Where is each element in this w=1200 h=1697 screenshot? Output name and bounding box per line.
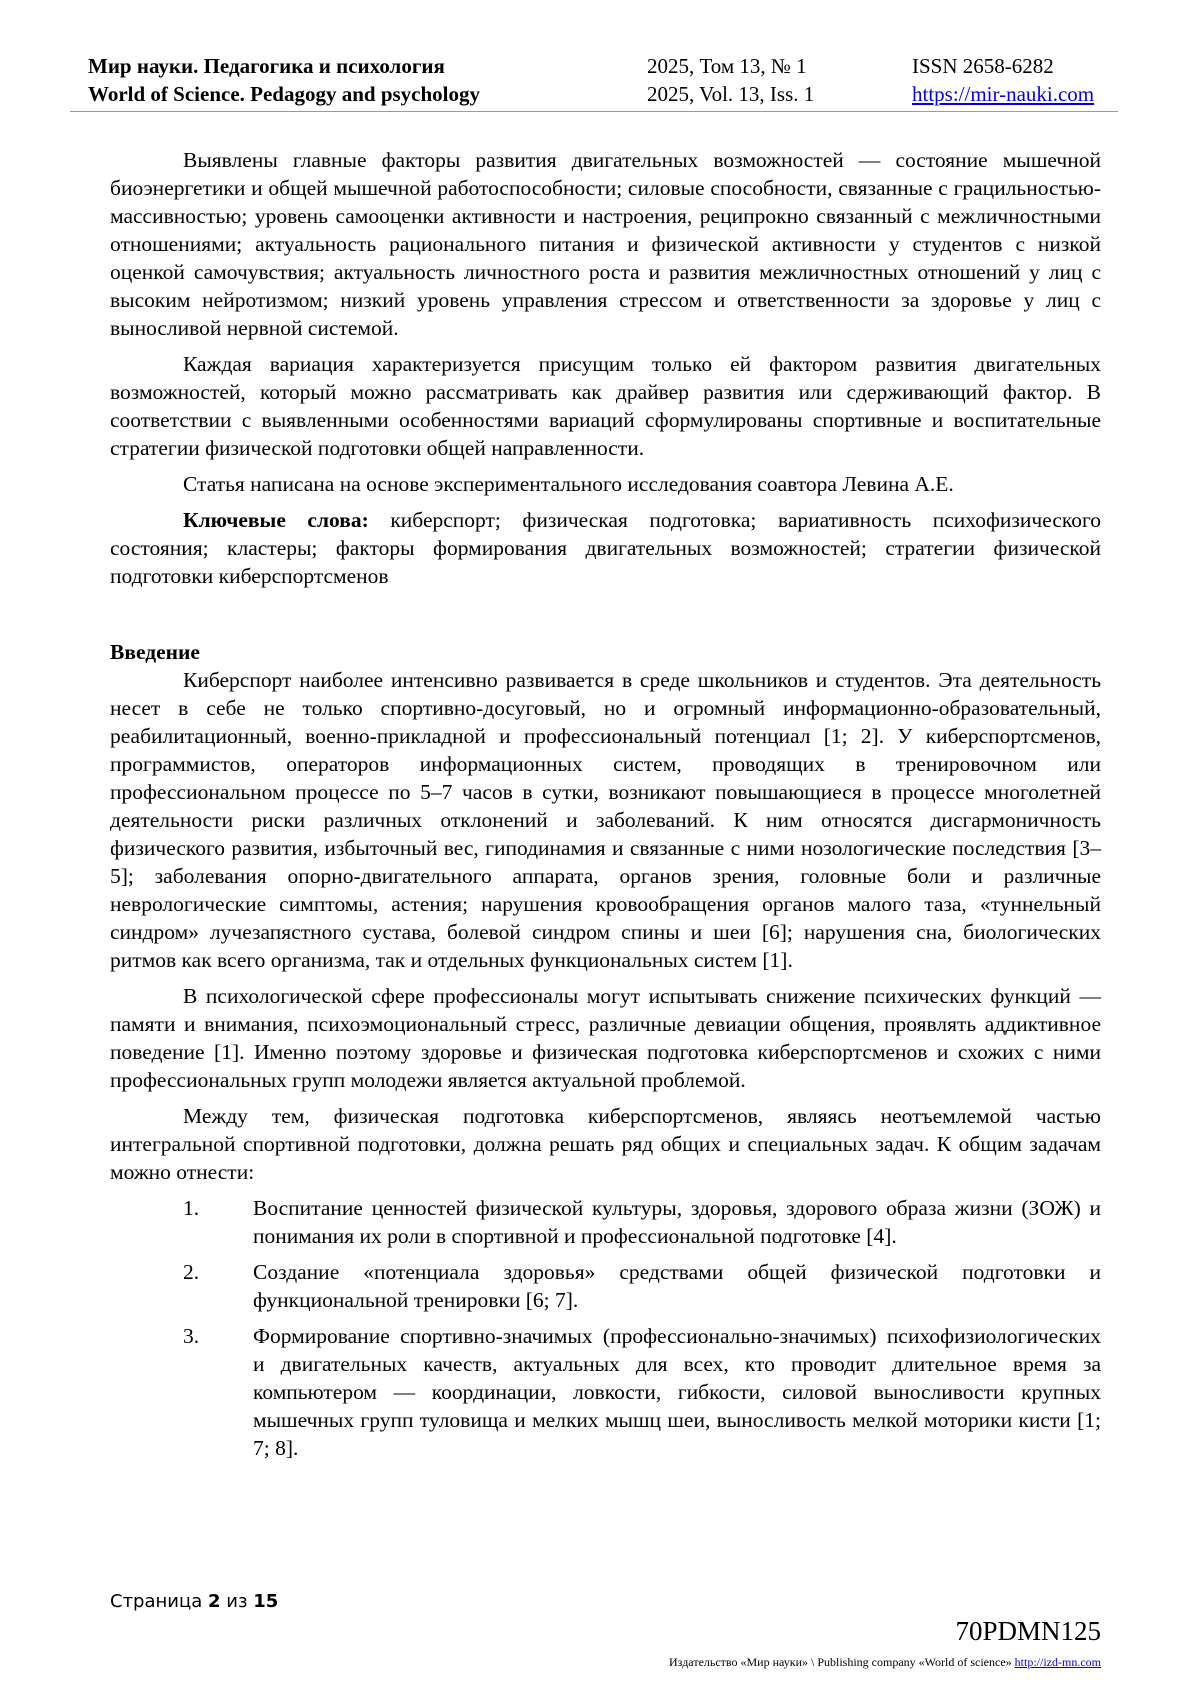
journal-title [88, 52, 480, 108]
article-body [110, 146, 1101, 1470]
list-item-number: 3. [183, 1324, 200, 1348]
article-code: 70PDMN125 [955, 1616, 1101, 1646]
issue-info [647, 52, 814, 108]
list-item [110, 1322, 1101, 1462]
page-word: Страница [110, 1591, 203, 1612]
journal-header [0, 52, 1200, 118]
journal-url-link[interactable]: https://mir-nauki.com [912, 82, 1095, 106]
body-paragraph: Между тем, физическая подготовка киберспортсменов, являясь неотъемлемой частью интегральной спортивной подготовки, должна решать ряд общих и специальных задач. К общим задачам можно отнести: [110, 1104, 1101, 1184]
journal-title-en: World of Science. Pedagogy and psychology [88, 82, 481, 106]
section-heading: Введение [110, 640, 200, 664]
list-item-text: Создание «потенциала здоровья» средствами общей физической подготовки и функциональной тренировки [6; 7]. [253, 1260, 1101, 1312]
list-item-text: Формирование спортивно-значимых (профессионально-значимых) психофизиологических и двигательных качеств, актуальных для всех, кто проводит длительное время за компьютером — координации, ловкости, гибкости, силовой выносливости крупных мышечных групп туловища и мелких мышц шеи, выносливость мелкой моторики кисти [1; 7; 8]. [253, 1324, 1101, 1460]
list-item [110, 1258, 1101, 1314]
publisher-line [669, 1655, 1101, 1670]
keywords-label: Ключевые слова: [183, 508, 369, 532]
list-item-number: 2. [183, 1260, 200, 1284]
issn-block [912, 52, 1094, 108]
page-number [110, 1591, 278, 1612]
keywords [110, 506, 1101, 590]
publisher-name: Издательство «Мир науки» \ Publishing company «World of science» [669, 1655, 1012, 1669]
of-word: из [226, 1591, 248, 1612]
header-divider [70, 111, 1118, 112]
list-item [110, 1194, 1101, 1250]
publisher-url-link[interactable]: http://izd-mn.com [1014, 1655, 1101, 1669]
body-paragraph: Киберспорт наиболее интенсивно развивается в среде школьников и студентов. Эта деятельность несет в себе не только спортивно-досуговый, но и огромный информационно-образовательный, реабилитационный, военно-прикладной и профессиональный потенциал [1; 2]. У киберспортсменов, программистов, операторов информационных систем, проводящих в тренировочном или профессиональном процессе по 5–7 часов в сутки, возникают повышающиеся в процессе многолетней деятельности риски различных отклонений и заболеваний. К ним относятся дисгармоничность физического развития, избыточный вес, гиподинамия и связанные с ними нозологические последствия [3–5]; заболевания опорно-двигательного аппарата, органов зрения, головные боли и различные неврологические симптомы, астения; нарушения кровообращения органов малого таза, «туннельный синдром» лучезапястного сустава, болевой синдром спины и шеи [6]; нарушения сна, биологических ритмов как всего организма, так и отдельных функциональных систем [1]. [110, 668, 1101, 972]
total-pages: 15 [253, 1591, 279, 1612]
issn: ISSN 2658-6282 [912, 54, 1054, 78]
issue-info-ru: 2025, Том 13, № 1 [647, 54, 807, 78]
list-item-number: 1. [183, 1196, 200, 1220]
abstract-paragraph: Каждая вариация характеризуется присущим только ей фактором развития двигательных возможностей, который можно рассматривать как драйвер развития или сдерживающий фактор. В соответствии с выявленными особенностями вариаций сформулированы спортивные и воспитательные стратегии физической подготовки общей направленности. [110, 352, 1101, 460]
current-page: 2 [208, 1591, 221, 1612]
issue-info-en: 2025, Vol. 13, Iss. 1 [647, 82, 815, 106]
list-item-text: Воспитание ценностей физической культуры, здоровья, здорового образа жизни (ЗОЖ) и понимания их роли в спортивной и профессиональной подготовке [4]. [253, 1196, 1101, 1248]
keywords-text: киберспорт; физическая подготовка; вариативность психофизического состояния; кластеры; факторы формирования двигательных возможностей; стратегии физической подготовки киберспортсменов [110, 508, 1101, 588]
abstract-paragraph: Статья написана на основе экспериментального исследования соавтора Левина А.Е. [183, 472, 954, 496]
journal-title-ru: Мир науки. Педагогика и психология [88, 54, 445, 78]
abstract-paragraph: Выявлены главные факторы развития двигательных возможностей — состояние мышечной биоэнергетики и общей мышечной работоспособности; силовые способности, связанные с грацильностью-массивностью; уровень самооценки активности и настроения, реципрокно связанный с межличностными отношениями; актуальность рационального питания и физической активности у студентов с низкой оценкой самочувствия; актуальность личностного роста и развития межличностных отношений у лиц с высоким нейротизмом; низкий уровень управления стрессом и ответственности за здоровье у лиц с выносливой нервной системой. [110, 148, 1101, 340]
body-paragraph: В психологической сфере профессионалы могут испытывать снижение психических функций — памяти и внимания, психоэмоциональный стресс, различные девиации общения, проявлять аддиктивное поведение [1]. Именно поэтому здоровье и физическая подготовка киберспортсменов и схожих с ними профессиональных групп молодежи является актуальной проблемой. [110, 984, 1101, 1092]
tasks-list [110, 1194, 1101, 1462]
